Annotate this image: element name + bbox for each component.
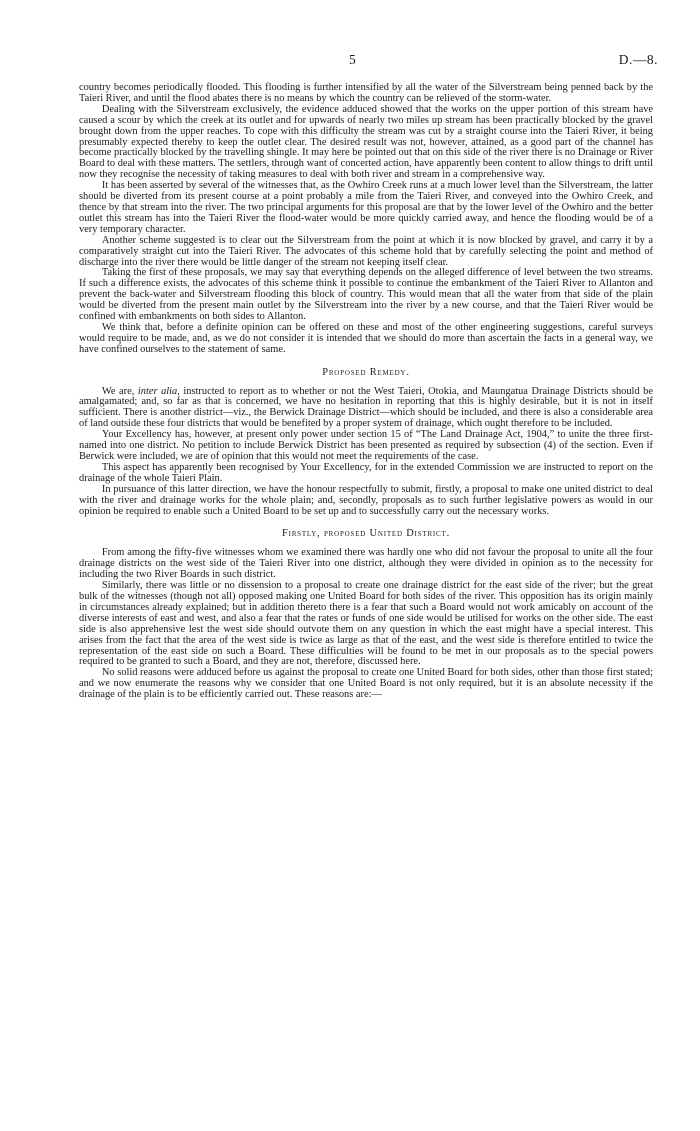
section-heading: Proposed Remedy. [322,366,410,378]
document-reference: D.—8. [618,52,658,67]
paragraph: Taking the first of these proposals, we may say that everything depends on the alleged difference of level between the two streams. If such a difference exists, the advocates of this scheme think it possible to continue the embankment of the Taieri River to Allanton and prevent the back-water and Silverstream flooding this block of country. This would mean that all the water from that side of the plain would be diverted from the present main outlet by the Silverstream into the river by a new course, and that the Taieri River would be confined with embankments on both sides to Allanton. [79,267,653,323]
paragraph: Another scheme suggested is to clear out the Silverstream from the point at which it is now blocked by gravel, and carry it by a comparatively straight cut into the Taieri River. The advocates of this scheme hold that by carefully selecting the point and method of discharge into the river there would be little danger of the stream not keeping itself clear. [79,234,653,268]
section-heading: Firstly, proposed United District. [281,528,450,540]
page-header [0,52,700,72]
paragraph: Your Excellency has, however, at present only power under section 15 of “The Land Drainage Act, 1904,” to unite the three first-named into one district. No petition to include Berwick District has been presented as required by subsection (4) of the section. Even if Berwick were included, we are of opinion that this would not meet the requirements of the case. [79,429,653,462]
page-number: 5 [349,52,356,67]
paragraph: No solid reasons were adduced before us against the proposal to create one United Board for both sides, other than those first stated; and we now enumerate the reasons why we consider that one United Board is not only required, but it is an absolute necessity if the drainage of the plain is to be efficiently carried out. These reasons are:— [79,667,653,701]
paragraph: This aspect has apparently been recognised by Your Excellency, for in the extended Commission we are instructed to report on the drainage of the whole Taieri Plain. [79,461,653,484]
paragraph: country becomes periodically flooded. This flooding is further intensified by all the water of the Silverstream being penned back by the Taieri River, and until the flood abates there is no means by which the country can be relieved of the storm-water. [79,82,653,104]
paragraph [79,387,653,431]
paragraph: It has been asserted by several of the witnesses that, as the Owhiro Creek runs at a much lower level than the Silverstream, the latter should be diverted from its present course at a point probably a mile from the Taieri River, and conveyed into the Owhiro Creek, and thence by that stream into the river. The two principal arguments for this proposal are that by the lower level of the Owhiro and the better outlet this stream has into the Taieri River the flood-water would be more quickly carried away, and hence the flooding would be of a very temporary character. [79,180,653,235]
latin-phrase: inter alia [137,385,178,397]
paragraph-lead: We are, [101,385,138,397]
paragraph: We think that, before a definite opinion can be offered on these and most of the other engineering suggestions, careful surveys would require to be made, and, as we do not consider it is intended that we should do more than ascertain the facts in a general way, we have confined ourselves to the statement of same. [79,321,653,355]
paragraph-rest: , instructed to report as to whether or not the West Taieri, Otokia, and Maungatua Drainage Districts should be amalgamated; and, so far as that is concerned, we have no hesitation in reporting that this is highly desirable, but it is not in itself sufficient. There is another district—viz., the Berwick Drainage District—which should be included, and there is also a considerable area of land outside these four districts that would be benefited by a proper system of drainage, which ought therefore to be included. [79,385,653,430]
paragraph: From among the fifty-five witnesses whom we examined there was hardly one who did not favour the proposal to unite all the four drainage districts on the west side of the Taieri River into one district, although they were divided in opinion as to the necessity for including the two River Boards in such district. [79,547,653,581]
body-text [79,83,653,701]
paragraph: Similarly, there was little or no dissension to a proposal to create one drainage district for the east side of the river; but the great bulk of the witnesses (though not all) opposed making one United Board for both sides of the river. This opposition has its origin mainly in circumstances already explained; but in addition thereto there is a fear that such a Board would not work amicably on account of the diverse interests of east and west, and also a fear that the rates or funds of one side would be utilised for works on the other side. The east side is also apprehensive lest the west side should outvote them on any question in which the east might have a special interest. This arises from the fact that the area of the west side is twice as large as that of the east, and the west side is therefore entitled to twice the representation of the east side on such a Board. These difficulties will be found to be met in our proposals as to the special powers required to be granted to such a Board, and they are not, therefore, discussed here. [79,580,653,668]
paragraph: In pursuance of this latter direction, we have the honour respectfully to submit, firstly, a proposal to make one united district to deal with the river and drainage works for the whole plain; and, secondly, proposals as to such further legislative powers as would in our opinion be required to enable such a United Board to be set up and to successfully carry out the necessary works. [79,483,653,517]
paragraph: Dealing with the Silverstream exclusively, the evidence adduced showed that the works on the upper portion of this stream have caused a scour by which the creek at its outlet and for upwards of nearly two miles up stream has been practically blocked by the gravel brought down from the upper reaches. To cope with this difficulty the stream was cut by a straight course into the Taieri River, it being presumably expected thereby to keep the outlet clear. The desired result was not, however, attained, as a good part of the channel has become practically blocked by the travelling shingle. It may here be pointed out that on this side of the river there is no Drainage or River Board to deal with these matters. The settlers, through want of concerted action, have apparently been content to allow things to drift until now they recognise the necessity of taking measures to deal with both river and stream in a comprehensive way. [79,103,653,181]
